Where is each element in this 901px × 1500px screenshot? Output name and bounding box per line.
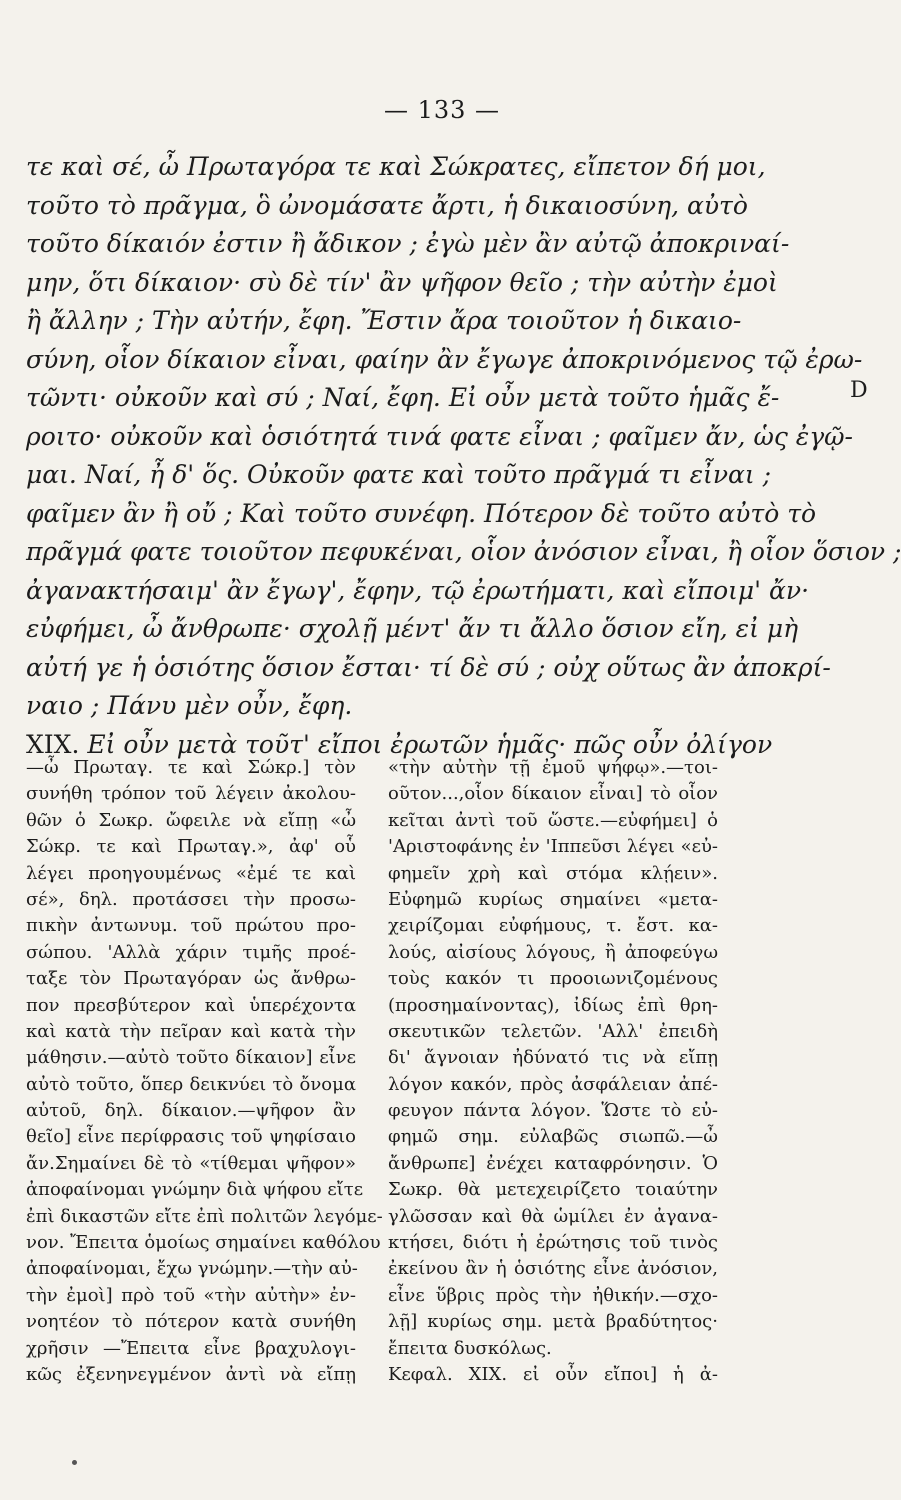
note-line: —ὦ Πρωταγ. τε καὶ Σώκρ.] τὸν: [26, 757, 356, 778]
note-line: γλῶσσαν καὶ θὰ ὡμίλει ἐν ἀγανα-: [388, 1205, 718, 1227]
note-line: κτήσει, διότι ἡ ἐρώτησις τοῦ τινὸς: [388, 1232, 718, 1254]
main-text: [26, 148, 901, 764]
main-line: ἢ ἄλλην ; Τὴν αὐτήν, ἔφη. Ἔστιν ἄρα τοιοῦτον ἡ δικαιο-: [26, 306, 742, 335]
margin-section-letter: D: [850, 378, 868, 403]
note-line: φευγον πάντα λόγον. Ὥστε τὸ εὐ-: [388, 1100, 718, 1122]
note-line: τὴν ἐμοὶ] πρὸ τοῦ «τὴν αὐτὴν» ἐν-: [26, 1284, 356, 1306]
main-line: τοῦτο δίκαιόν ἐστιν ἢ ἄδικον ; ἐγὼ μὲν ἂν αὐτῷ ἀποκριναί-: [26, 229, 790, 258]
note-line: αὐτοῦ, δηλ. δίκαιον.—ψῆφον ἂν: [26, 1100, 356, 1122]
note-line: φημεῖν χρὴ καὶ στόμα κλῄειν».: [388, 862, 718, 884]
note-line: νοητέον τὸ πότερον κατὰ συνήθη: [26, 1311, 356, 1333]
note-line: τοὺς κακόν τι προοιωνιζομένους: [388, 968, 718, 990]
note-line: συνήθη τρόπον τοῦ λέγειν ἀκολου-: [26, 783, 356, 805]
note-line: λόγον κακόν, πρὸς ἀσφάλειαν ἀπέ-: [388, 1073, 718, 1095]
main-line: πρᾶγμά φατε τοιοῦτον πεφυκέναι, οἷον ἀνόσιον εἶναι, ἢ οἷον ὅσιον ;: [26, 537, 901, 566]
main-line: τοῦτο τὸ πρᾶγμα, ὃ ὠνομάσατε ἄρτι, ἡ δικαιοσύνη, αὐτὸ: [26, 190, 748, 220]
note-line: Εὐφημῶ κυρίως σημαίνει «μετα-: [388, 888, 718, 910]
main-line: αὐτή γε ἡ ὁσιότης ὅσιον ἔσται· τί δὲ σύ ; οὐχ οὕτως ἂν ἀποκρί-: [26, 652, 831, 682]
note-line: αὐτὸ τοῦτο, ὅπερ δεικνύει τὸ ὄνομα: [26, 1073, 356, 1095]
note-line: ἔπειτα δυσκόλως.: [388, 1337, 552, 1359]
notes-right-column: [388, 755, 718, 1388]
note-line: δι' ἄγνοιαν ἠδύνατό τις νὰ εἴπῃ: [388, 1047, 718, 1069]
main-line: τῶντι· οὐκοῦν καὶ σύ ; Ναί, ἔφη. Εἰ οὖν μετὰ τοῦτο ἡμᾶς ἔ-: [26, 383, 780, 412]
main-line: μην, ὅτι δίκαιον· σὺ δὲ τίν' ἂν ψῆφον θεῖο ; τὴν αὐτὴν ἐμοὶ: [26, 267, 778, 297]
note-line: σώπου. 'Αλλὰ χάριν τιμῆς προέ-: [26, 941, 356, 963]
note-line: χειρίζομαι εὐφήμους, τ. ἔστ. κα-: [388, 915, 718, 937]
note-line: νον. Ἔπειτα ὁμοίως σημαίνει καθόλου: [26, 1232, 381, 1254]
main-line: εὐφήμει, ὦ ἄνθρωπε· σχολῇ μέντ' ἄν τι ἄλλο ὅσιον εἴη, εἰ μὴ: [26, 614, 799, 643]
note-line: ἐκείνου ἂν ἡ ὁσιότης εἶνε ἀνόσιον,: [388, 1258, 718, 1280]
note-line: λῇ] κυρίως σημ. μετὰ βραδύτητος·: [388, 1311, 718, 1333]
note-line: σκευτικῶν τελετῶν. 'Αλλ' ἐπειδὴ: [388, 1020, 718, 1042]
note-line: ἄνθρωπε] ἐνέχει καταφρόνησιν. Ὁ: [388, 1152, 718, 1174]
note-line: χρῆσιν —Ἔπειτα εἶνε βραχυλογι-: [26, 1337, 356, 1359]
note-line: (προσημαίνοντας), ἰδίως ἐπὶ θρη-: [388, 994, 718, 1016]
main-line: φαῖμεν ἂν ἢ οὔ ; Καὶ τοῦτο συνέφη. Πότερον δὲ τοῦτο αὐτὸ τὸ: [26, 498, 817, 528]
main-line: μαι. Ναί, ἦ δ' ὅς. Οὐκοῦν φατε καὶ τοῦτο πρᾶγμά τι εἶναι ;: [26, 460, 772, 489]
note-line: μάθησιν.—αὐτὸ τοῦτο δίκαιον] εἶνε: [26, 1047, 356, 1069]
note-line: λούς, αἰσίους λόγους, ἢ ἀποφεύγω: [388, 941, 718, 963]
note-line: ἀποφαίνομαι, ἔχω γνώμην.—τὴν αὐ-: [26, 1258, 358, 1280]
note-line: Σωκρ. θὰ μετεχειρίζετο τοιαύτην: [388, 1179, 718, 1201]
note-line: κεῖται ἀντὶ τοῦ ὥστε.—εὐφήμει] ὁ: [388, 809, 718, 831]
note-line: θῶν ὁ Σωκρ. ὤφειλε νὰ εἴπῃ «ὦ: [26, 809, 356, 831]
note-line: καὶ κατὰ τὴν πεῖραν καὶ κατὰ τὴν: [26, 1020, 356, 1042]
note-line: Κεφαλ. XIX. εἰ οὖν εἴποι] ἡ ἀ-: [388, 1363, 718, 1385]
page-number: — 133 —: [383, 96, 501, 124]
main-line: τε καὶ σέ, ὦ Πρωταγόρα τε καὶ Σώκρατες, εἴπετον δή μοι,: [26, 152, 766, 181]
note-line: εἶνε ὕβρις πρὸς τὴν ἠθικήν.—σχο-: [388, 1284, 718, 1306]
main-line: σύνη, οἷον δίκαιον εἶναι, φαίην ἂν ἔγωγε ἀποκρινόμενος τῷ ἐρω-: [26, 344, 863, 374]
note-line: θεῖο] εἶνε περίφρασις τοῦ ψηφίσαιο: [26, 1126, 356, 1148]
main-line: ναιο ; Πάνυ μὲν οὖν, ἔφη.: [26, 691, 353, 720]
note-line: ταξε τὸν Πρωταγόραν ὡς ἄνθρω-: [26, 968, 356, 990]
note-line: λέγει προηγουμένως «ἐμέ τε καὶ: [26, 862, 356, 884]
notes-left-column: [26, 755, 383, 1388]
section-heading: XIX.: [26, 729, 80, 759]
note-line: Σώκρ. τε καὶ Πρωταγ.», ἀφ' οὗ: [26, 836, 356, 858]
note-line: «τὴν αὐτὴν τῇ ἐμοῦ ψήφῳ».—τοι-: [388, 757, 718, 778]
note-line: 'Αριστοφάνης ἐν 'Ιππεῦσι λέγει «εὐ-: [388, 836, 718, 858]
note-line: ἄν.Σημαίνει δὲ τὸ «τίθεμαι ψῆφον»: [26, 1152, 356, 1174]
note-line: κῶς ἐξενηνεγμένον ἀντὶ νὰ εἴπῃ: [26, 1363, 356, 1385]
note-line: οῦτον...,οἷον δίκαιον εἶναι] τὸ οἷον: [388, 783, 718, 805]
note-line: σέ», δηλ. προτάσσει τὴν προσω-: [26, 888, 356, 910]
main-line: ροιτο· οὐκοῦν καὶ ὁσιότητά τινά φατε εἶναι ; φαῖμεν ἄν, ὡς ἐγῷ-: [26, 421, 853, 451]
note-line: πον πρεσβύτερον καὶ ὑπερέχοντα: [26, 994, 356, 1016]
section-line-text: Εἰ οὖν μετὰ τοῦτ' εἴποι ἐρωτῶν ἡμᾶς· πῶς οὖν ὀλίγον: [87, 729, 773, 759]
note-line: ἀποφαίνομαι γνώμην διὰ ψήφου εἴτε: [26, 1179, 364, 1201]
note-line: ἐπὶ δικαστῶν εἴτε ἐπὶ πολιτῶν λεγόμε-: [26, 1205, 383, 1227]
note-line: πικὴν ἀντωνυμ. τοῦ πρώτου προ-: [26, 915, 356, 937]
page-speck: [72, 1460, 77, 1465]
note-line: φημῶ σημ. εὐλαβῶς σιωπῶ.—ὦ: [388, 1126, 718, 1148]
main-line: ἀγανακτήσαιμ' ἂν ἔγωγ', ἔφην, τῷ ἐρωτήματι, καὶ εἴποιμ' ἄν·: [26, 575, 810, 605]
